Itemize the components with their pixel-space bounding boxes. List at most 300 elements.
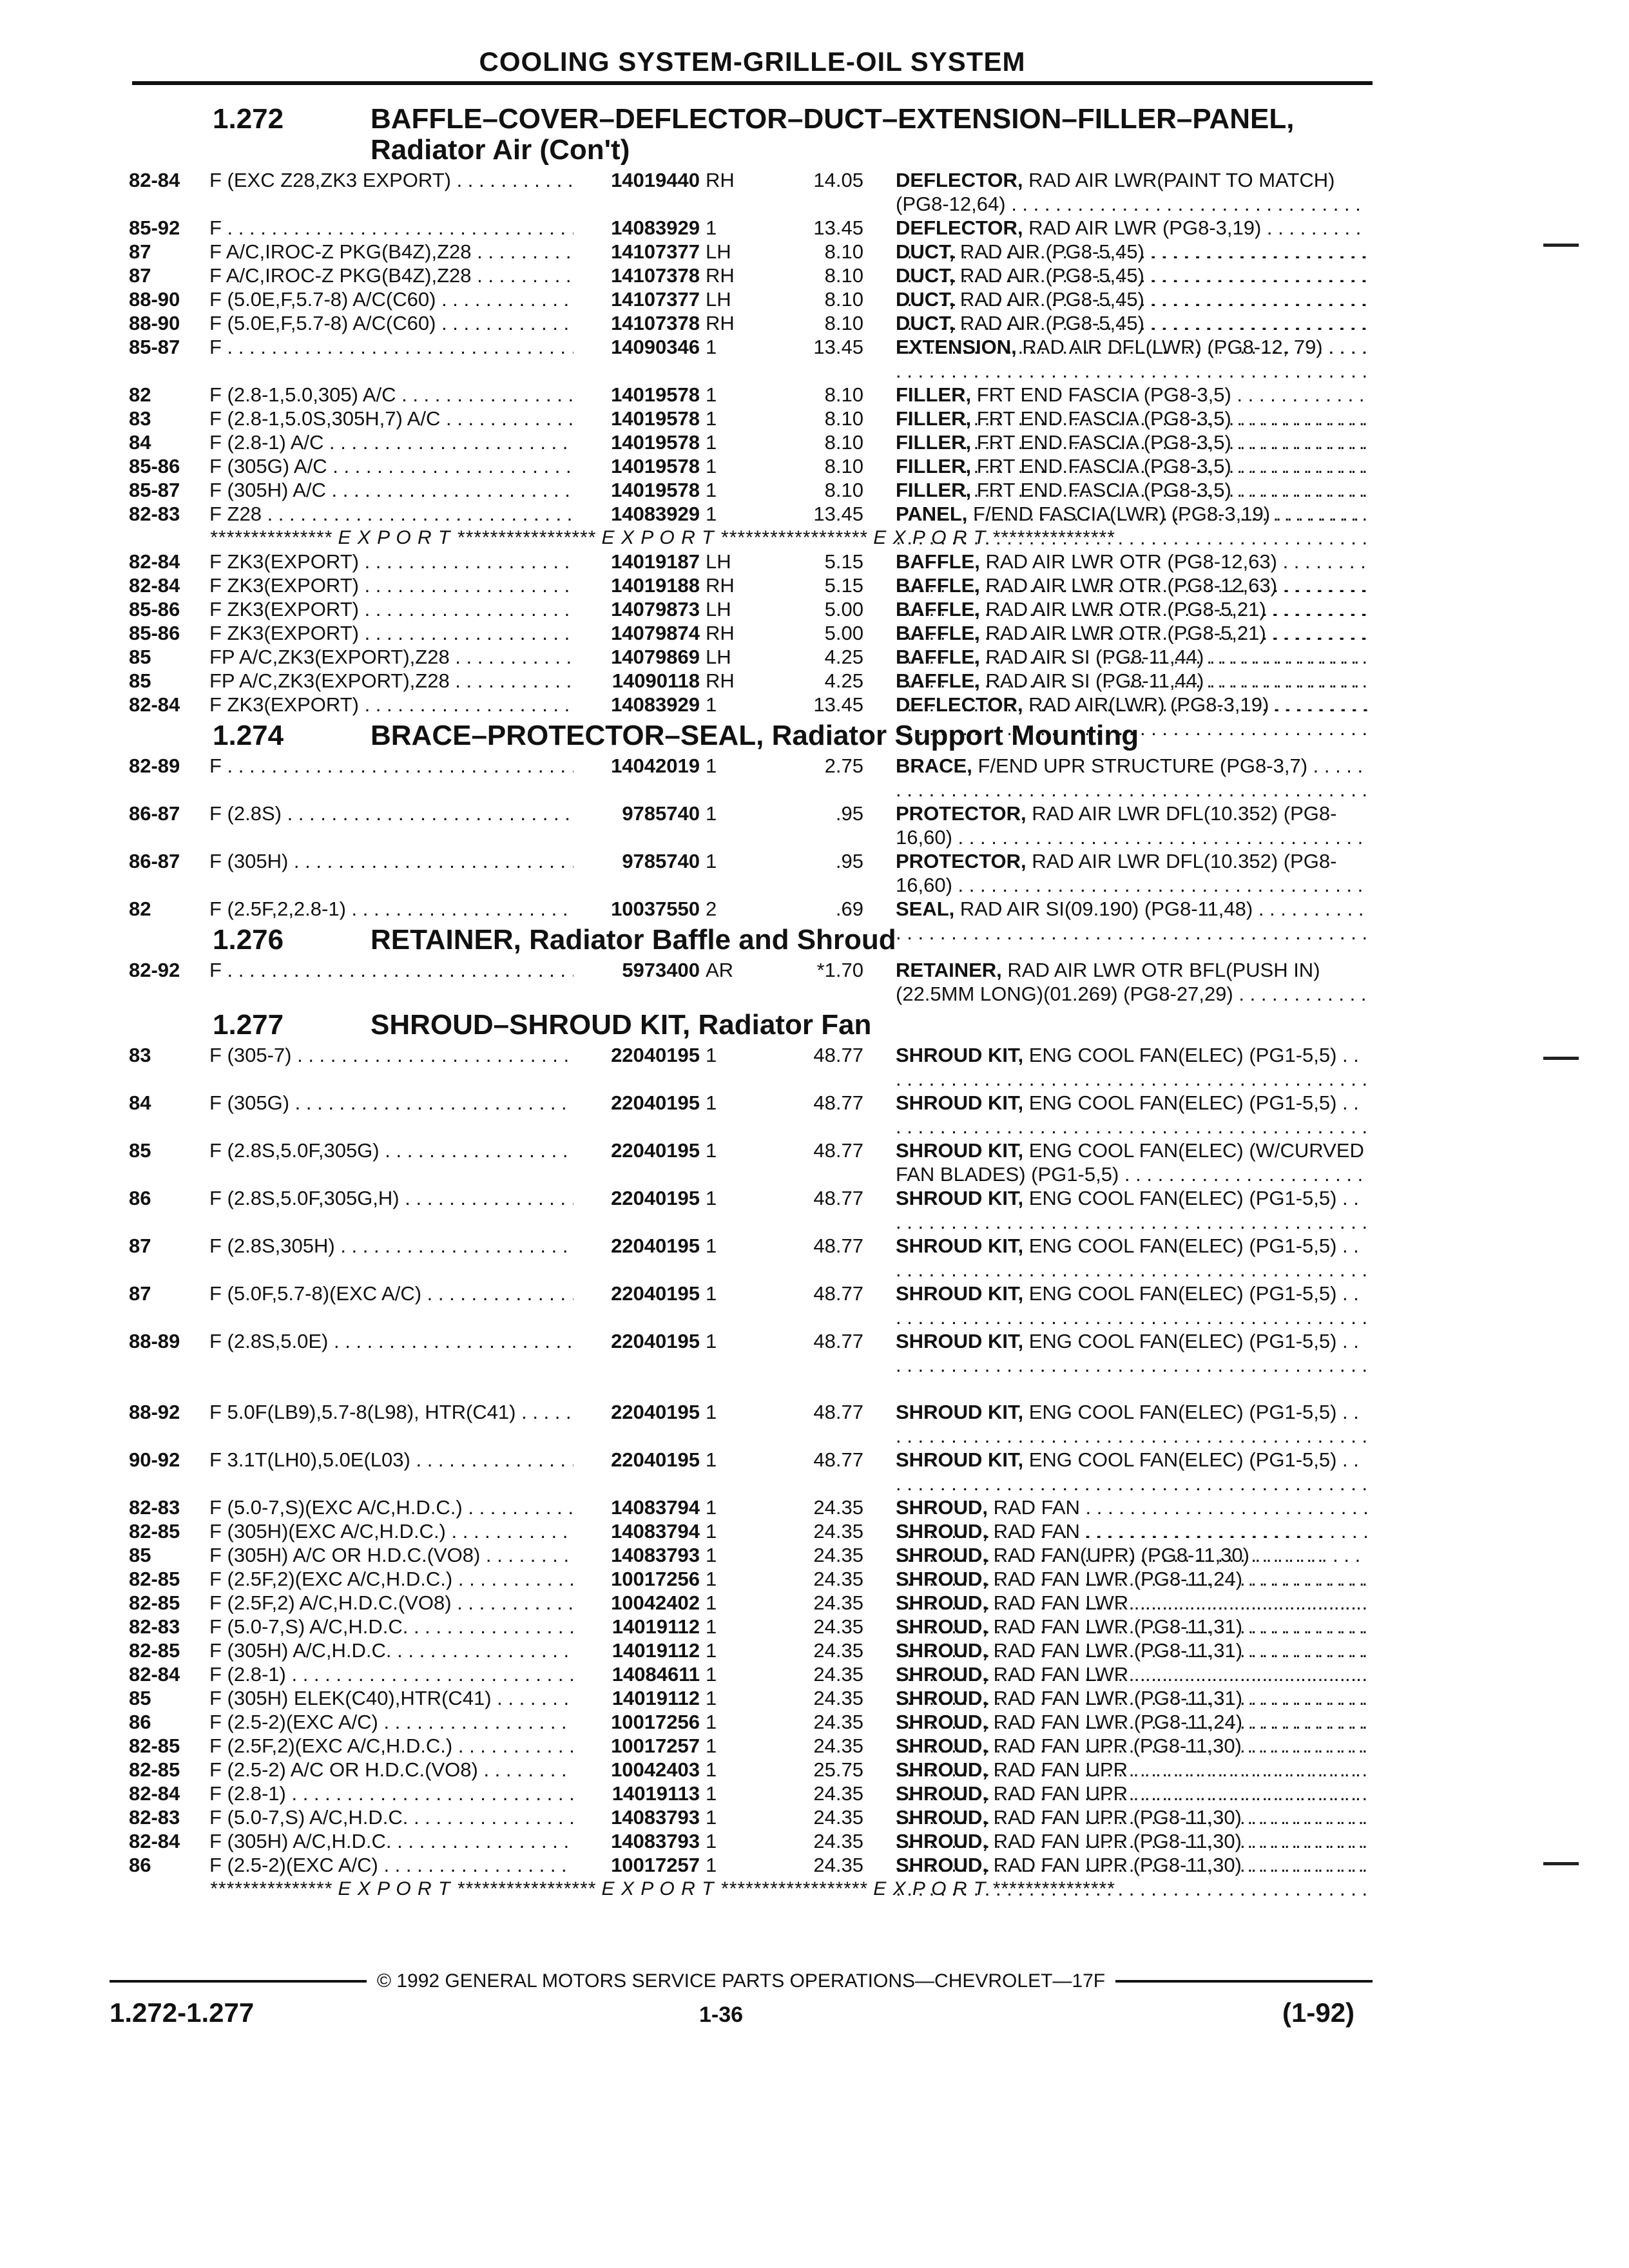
part-number: 10042403	[574, 1758, 700, 1782]
quantity: 1	[706, 754, 717, 777]
part-number: 14079874	[574, 621, 700, 645]
quantity: 1	[706, 850, 717, 872]
price: 13.45	[813, 693, 863, 716]
footer-section-range: 1.272-1.277	[110, 1997, 255, 2028]
part-number: 14019112	[574, 1615, 700, 1639]
price: 48.77	[813, 1044, 863, 1066]
quantity: 1	[706, 383, 717, 406]
parts-row	[129, 1234, 1373, 1282]
part-name: SHROUD KIT,	[896, 1044, 1024, 1066]
price: 8.10	[824, 288, 863, 311]
quantity: RH	[706, 574, 735, 597]
application: F (2.8S,5.0F,305G) . . .	[209, 1139, 686, 1162]
part-name: RETAINER,	[896, 959, 1002, 981]
part-name: PROTECTOR,	[896, 850, 1027, 872]
application: F (2.5-2)(EXC A/C) . . .	[209, 1710, 686, 1734]
part-description: ENG COOL FAN(ELEC) (PG1-5,5)	[1028, 1401, 1337, 1423]
application: F . . .	[209, 216, 686, 240]
part-number: 14083793	[574, 1805, 700, 1829]
price: 24.35	[813, 1782, 863, 1805]
model-years: 82	[129, 898, 151, 920]
price: 8.10	[824, 264, 863, 287]
part-number: 14083794	[574, 1519, 700, 1543]
part-number: 14083929	[574, 216, 700, 240]
model-years: 88-92	[129, 1401, 180, 1423]
part-description: RAD AIR DFL(LWR) (PG8-12, 79)	[1022, 336, 1323, 358]
quantity: 1	[706, 1687, 717, 1709]
part-description: RAD FAN LWR	[993, 1663, 1129, 1686]
part-description: RAD FAN	[993, 1496, 1080, 1519]
part-number: 14019440	[574, 168, 700, 192]
model-years: 82-84	[129, 574, 180, 597]
model-years: 88-90	[129, 312, 180, 334]
price: 24.35	[813, 1496, 863, 1519]
part-name: SHROUD,	[896, 1591, 988, 1614]
part-name: BAFFLE,	[896, 646, 980, 668]
parts-row	[129, 168, 1373, 216]
parts-row	[129, 621, 1373, 645]
parts-row	[129, 407, 1373, 430]
section-subtitle: Radiator Air (Con't)	[371, 134, 630, 166]
footer-page-number: 1-36	[699, 2003, 744, 2027]
parts-row	[129, 1686, 1373, 1710]
model-years: 90-92	[129, 1448, 180, 1471]
application: F . . .	[209, 958, 686, 982]
part-description: FRT END FASCIA (PG8-3,5)	[976, 407, 1231, 430]
part-name: SHROUD,	[896, 1854, 988, 1876]
part-number: 14019188	[574, 573, 700, 597]
price: 13.45	[813, 503, 863, 525]
footer-copyright: © 1992 GENERAL MOTORS SERVICE PARTS OPERATIONS—CHEVROLET—17F	[376, 1970, 1106, 1992]
part-number: 10017256	[574, 1710, 700, 1734]
parts-row	[129, 1448, 1373, 1495]
part-description: RAD FAN LWR	[993, 1591, 1129, 1614]
model-years: 82-85	[129, 1591, 180, 1614]
quantity: LH	[706, 550, 731, 573]
model-years: 87	[129, 240, 151, 263]
description	[896, 335, 1369, 383]
model-years: 85-86	[129, 598, 180, 620]
part-name: FILLER,	[896, 455, 972, 477]
section-number: 1.277	[213, 1009, 284, 1041]
price: 2.75	[824, 754, 863, 777]
part-description: ENG COOL FAN(ELEC) (PG1-5,5)	[1028, 1448, 1337, 1471]
part-description: RAD FAN LWR (PG8-11,31)	[993, 1615, 1243, 1638]
application: F Z28 . . .	[209, 502, 686, 526]
parts-row	[129, 335, 1373, 383]
model-years: 88-89	[129, 1330, 180, 1352]
price: 24.35	[813, 1854, 863, 1876]
application: F (2.5F,2)(EXC A/C,H.D.C.) . . .	[209, 1734, 686, 1758]
part-description: ENG COOL FAN(ELEC) (W/CURVED FAN BLADES) (PG1-5,5)	[896, 1139, 1364, 1186]
part-name: DUCT,	[896, 240, 955, 263]
part-number: 14079873	[574, 597, 700, 621]
quantity: 1	[706, 1735, 717, 1757]
price: 5.15	[824, 574, 863, 597]
model-years: 86	[129, 1711, 151, 1733]
part-name: DUCT,	[896, 312, 955, 334]
part-description: RAD FAN(UPR) (PG8-11,30)	[993, 1544, 1249, 1566]
parts-row	[129, 958, 1373, 1006]
part-number: 14019578	[574, 430, 700, 454]
application: F (2.5F,2) A/C,H.D.C.(VO8) . . .	[209, 1591, 686, 1615]
model-years: 87	[129, 1282, 151, 1305]
price: 5.00	[824, 622, 863, 644]
application: F (2.8S,5.0E) . . .	[209, 1329, 686, 1353]
price: 48.77	[813, 1091, 863, 1114]
part-name: FILLER,	[896, 431, 972, 454]
price: 24.35	[813, 1615, 863, 1638]
model-years: 86-87	[129, 850, 180, 872]
model-years: 82-89	[129, 754, 180, 777]
quantity: RH	[706, 264, 735, 287]
application: F (305H) ELEK(C40),HTR(C41) . . .	[209, 1686, 686, 1710]
part-name: SHROUD,	[896, 1663, 988, 1686]
part-description: FRT END FASCIA (PG8-3,5)	[976, 479, 1231, 501]
quantity: 1	[706, 407, 717, 430]
application: F (2.8S) . . .	[209, 802, 686, 825]
model-years: 82-83	[129, 1806, 180, 1829]
part-number: 14083793	[574, 1829, 700, 1853]
model-years: 82-85	[129, 1758, 180, 1781]
parts-row	[129, 1710, 1373, 1734]
part-description: RAD FAN UPR (PG8-11,30)	[993, 1854, 1242, 1876]
part-number: 22040195	[574, 1448, 700, 1472]
part-description: RAD AIR SI(09.190) (PG8-11,48)	[959, 898, 1253, 920]
price: 8.10	[824, 383, 863, 406]
part-description: RAD AIR (PG8-5,45)	[959, 312, 1144, 334]
price: 14.05	[813, 169, 863, 191]
description	[896, 1091, 1369, 1139]
margin-mark	[1543, 1862, 1579, 1865]
application: F (305H) A/C,H.D.C. . . .	[209, 1829, 686, 1853]
application: F (2.5F,2,2.8-1) . . .	[209, 897, 686, 921]
part-description: RAD FAN LWR (PG8-11,31)	[993, 1687, 1243, 1709]
quantity: 1	[706, 336, 717, 358]
section-title-text: BAFFLE–COVER–DEFLECTOR–DUCT–EXTENSION–FILLER–PANEL,	[371, 103, 1295, 135]
part-number: 9785740	[574, 802, 700, 825]
quantity: 1	[706, 1830, 717, 1852]
price: 24.35	[813, 1568, 863, 1590]
parts-row	[129, 1567, 1373, 1591]
part-description: FRT END FASCIA (PG8-3,5)	[976, 455, 1231, 477]
parts-row	[129, 1782, 1373, 1805]
model-years: 85-87	[129, 336, 180, 358]
part-name: SHROUD,	[896, 1782, 988, 1805]
model-years: 87	[129, 264, 151, 287]
part-number: 14107378	[574, 264, 700, 287]
part-name: SHROUD,	[896, 1758, 988, 1781]
part-description: RAD AIR LWR OTR (PG8-12,63)	[985, 574, 1277, 597]
quantity: 1	[706, 1639, 717, 1662]
parts-row	[129, 645, 1373, 669]
section-number: 1.272	[213, 103, 284, 135]
model-years: 85	[129, 1139, 151, 1162]
description	[896, 1043, 1369, 1091]
quantity: 1	[706, 1091, 717, 1114]
quantity: 1	[706, 1568, 717, 1590]
quantity: RH	[706, 669, 735, 692]
part-number: 5973400	[574, 958, 700, 982]
part-description: ENG COOL FAN(ELEC) (PG1-5,5)	[1028, 1187, 1337, 1209]
application: F ZK3(EXPORT) . . .	[209, 597, 686, 621]
model-years: 85-86	[129, 622, 180, 644]
part-description: RAD AIR LWR OTR (PG8-12,63)	[985, 550, 1277, 573]
part-description: F/END FASCIA(LWR) (PG8-3,19)	[973, 503, 1271, 525]
parts-row	[129, 1829, 1373, 1853]
parts-row	[129, 216, 1373, 240]
part-name: SHROUD KIT,	[896, 1448, 1024, 1471]
part-description: RAD AIR (PG8-5,45)	[959, 264, 1144, 287]
part-name: BAFFLE,	[896, 550, 980, 573]
application: F (305H)(EXC A/C,H.D.C.) . . .	[209, 1519, 686, 1543]
quantity: 1	[706, 1282, 717, 1305]
quantity: 1	[706, 802, 717, 825]
price: 24.35	[813, 1639, 863, 1662]
quantity: AR	[706, 959, 734, 981]
price: 24.35	[813, 1711, 863, 1733]
parts-row	[129, 478, 1373, 502]
parts-row	[129, 454, 1373, 478]
quantity: 1	[706, 1044, 717, 1066]
quantity: LH	[706, 646, 731, 668]
part-name: SHROUD,	[896, 1735, 988, 1757]
application: F (305G) A/C . . .	[209, 454, 686, 478]
parts-row	[129, 669, 1373, 693]
quantity: 2	[706, 898, 717, 920]
part-name: SHROUD KIT,	[896, 1091, 1024, 1114]
description	[896, 1139, 1369, 1186]
part-number: 14019113	[574, 1782, 700, 1805]
part-description: ENG COOL FAN(ELEC) (PG1-5,5)	[1028, 1235, 1337, 1257]
part-name: DEFLECTOR,	[896, 216, 1023, 239]
parts-row	[129, 383, 1373, 407]
price: 8.10	[824, 240, 863, 263]
parts-row	[129, 311, 1373, 335]
part-number: 10042402	[574, 1591, 700, 1615]
part-number: 14083929	[574, 693, 700, 716]
parts-row	[129, 1805, 1373, 1829]
quantity: 1	[706, 479, 717, 501]
part-description: RAD AIR LWR DFL(10.352) (PG8-16,60)	[896, 850, 1337, 896]
application: F . . .	[209, 754, 686, 778]
section-number: 1.276	[213, 924, 284, 956]
part-description: RAD AIR LWR(PAINT TO MATCH) (PG8-12,64)	[896, 169, 1335, 215]
model-years: 82-85	[129, 1735, 180, 1757]
model-years: 86	[129, 1854, 151, 1876]
model-years: 82-83	[129, 1615, 180, 1638]
model-years: 82	[129, 383, 151, 406]
part-name: SHROUD KIT,	[896, 1401, 1024, 1423]
part-number: 14107377	[574, 287, 700, 311]
parts-row	[129, 430, 1373, 454]
part-name: SHROUD KIT,	[896, 1282, 1024, 1305]
application: F (305H) A/C OR H.D.C.(VO8) . . .	[209, 1543, 686, 1567]
parts-row	[129, 1639, 1373, 1662]
model-years: 82-83	[129, 503, 180, 525]
part-number: 22040195	[574, 1091, 700, 1115]
price: 48.77	[813, 1139, 863, 1162]
description	[896, 802, 1369, 849]
section-title-text: SHROUD–SHROUD KIT, Radiator Fan	[371, 1009, 872, 1041]
part-name: SHROUD,	[896, 1687, 988, 1709]
part-name: SHROUD,	[896, 1520, 988, 1542]
parts-row	[129, 240, 1373, 264]
price: .95	[835, 802, 863, 825]
export-divider: *************** E X P O R T ***************** E X P O R T ****************** E X P O R T ***************	[209, 527, 1115, 548]
price: 24.35	[813, 1544, 863, 1566]
part-number: 14083794	[574, 1495, 700, 1519]
part-number: 14090346	[574, 335, 700, 359]
quantity: LH	[706, 598, 731, 620]
quantity: 1	[706, 1520, 717, 1542]
quantity: 1	[706, 1187, 717, 1209]
part-description: F/END UPR STRUCTURE (PG8-3,7)	[978, 754, 1308, 777]
model-years: 85-86	[129, 455, 180, 477]
model-years: 85	[129, 1687, 151, 1709]
quantity: 1	[706, 431, 717, 454]
application: F A/C,IROC-Z PKG(B4Z),Z28 . . .	[209, 264, 686, 287]
parts-row	[129, 1043, 1373, 1091]
part-name: SHROUD KIT,	[896, 1330, 1024, 1352]
price: 5.00	[824, 598, 863, 620]
price: 24.35	[813, 1663, 863, 1686]
part-description: RAD AIR SI (PG8-11,44)	[985, 669, 1204, 692]
part-number: 22040195	[574, 1139, 700, 1162]
price: 8.10	[824, 312, 863, 334]
part-number: 14019578	[574, 383, 700, 407]
application: F (2.8-1) . . .	[209, 1662, 686, 1686]
parts-row	[129, 897, 1373, 921]
quantity: 1	[706, 1663, 717, 1686]
model-years: 85	[129, 646, 151, 668]
part-description: ENG COOL FAN(ELEC) (PG1-5,5)	[1028, 1091, 1337, 1114]
parts-row	[129, 754, 1373, 802]
part-number: 22040195	[574, 1234, 700, 1258]
parts-row	[129, 550, 1373, 573]
description	[896, 1282, 1369, 1329]
application: F (2.8S,305H) . . .	[209, 1234, 686, 1258]
quantity: 1	[706, 1806, 717, 1829]
part-name: SEAL,	[896, 898, 955, 920]
quantity: 1	[706, 1496, 717, 1519]
price: 8.10	[824, 455, 863, 477]
part-description: RAD AIR (PG8-5,45)	[959, 240, 1144, 263]
part-name: SHROUD,	[896, 1544, 988, 1566]
parts-row	[129, 264, 1373, 287]
description	[896, 1234, 1369, 1282]
part-description: FRT END FASCIA (PG8-3,5)	[976, 383, 1231, 406]
part-name: SHROUD,	[896, 1806, 988, 1829]
part-number: 14079869	[574, 645, 700, 669]
application: F (2.5-2) A/C OR H.D.C.(VO8) . . .	[209, 1758, 686, 1782]
application: FP A/C,ZK3(EXPORT),Z28 . . .	[209, 645, 686, 669]
part-number: 14084611	[574, 1662, 700, 1686]
price: 25.75	[813, 1758, 863, 1781]
application: F (5.0-7,S) A/C,H.D.C. . . .	[209, 1805, 686, 1829]
price: .95	[835, 850, 863, 872]
part-name: DEFLECTOR,	[896, 693, 1023, 716]
part-number: 14083929	[574, 502, 700, 526]
price: 48.77	[813, 1235, 863, 1257]
parts-row	[129, 1495, 1373, 1519]
description	[896, 1329, 1369, 1377]
parts-row	[129, 1758, 1373, 1782]
parts-row	[129, 1615, 1373, 1639]
model-years: 85-92	[129, 216, 180, 239]
quantity: 1	[706, 693, 717, 716]
section-number: 1.274	[213, 720, 284, 751]
part-name: BAFFLE,	[896, 598, 980, 620]
part-name: DUCT,	[896, 288, 955, 311]
part-description: RAD AIR (PG8-5,45)	[959, 288, 1144, 311]
quantity: 1	[706, 455, 717, 477]
parts-row	[129, 1400, 1373, 1448]
application: F (305H) . . .	[209, 849, 686, 873]
model-years: 82-83	[129, 1496, 180, 1519]
price: 13.45	[813, 336, 863, 358]
description	[896, 168, 1369, 216]
export-divider: *************** E X P O R T ***************** E X P O R T ****************** E X P O R T ***************	[209, 1878, 1115, 1899]
footer-rule-right	[1115, 1980, 1373, 1983]
quantity: 1	[706, 1854, 717, 1876]
application: F (5.0E,F,5.7-8) A/C(C60) . . .	[209, 287, 686, 311]
application: F (5.0E,F,5.7-8) A/C(C60) . . .	[209, 311, 686, 335]
part-name: BAFFLE,	[896, 622, 980, 644]
model-years: 82-84	[129, 1663, 180, 1686]
quantity: 1	[706, 503, 717, 525]
model-years: 87	[129, 1235, 151, 1257]
part-name: BRACE,	[896, 754, 972, 777]
margin-mark	[1543, 244, 1579, 247]
quantity: 1	[706, 216, 717, 239]
part-name: BAFFLE,	[896, 669, 980, 692]
description	[896, 693, 1369, 740]
model-years: 85	[129, 669, 151, 692]
application: F ZK3(EXPORT) . . .	[209, 693, 686, 716]
part-name: SHROUD,	[896, 1830, 988, 1852]
part-name: DEFLECTOR,	[896, 169, 1023, 191]
part-number: 22040195	[574, 1043, 700, 1067]
quantity: 1	[706, 1401, 717, 1423]
price: 48.77	[813, 1448, 863, 1471]
quantity: 1	[706, 1615, 717, 1638]
part-number: 14019112	[574, 1686, 700, 1710]
part-number: 22040195	[574, 1186, 700, 1210]
quantity: 1	[706, 1544, 717, 1566]
quantity: RH	[706, 169, 735, 191]
model-years: 82-84	[129, 1782, 180, 1805]
section-heading	[129, 1010, 1373, 1041]
parts-row	[129, 1186, 1373, 1234]
application: F (EXC Z28,ZK3 EXPORT) . . .	[209, 168, 686, 192]
price: 24.35	[813, 1806, 863, 1829]
model-years: 82-85	[129, 1520, 180, 1542]
model-years: 84	[129, 431, 151, 454]
part-name: FILLER,	[896, 407, 972, 430]
part-name: SHROUD KIT,	[896, 1235, 1024, 1257]
part-description: ENG COOL FAN(ELEC) (PG1-5,5)	[1028, 1044, 1337, 1066]
part-number: 14042019	[574, 754, 700, 778]
parts-row	[129, 1519, 1373, 1543]
part-description: RAD FAN UPR	[993, 1758, 1128, 1781]
description	[896, 897, 1369, 945]
model-years: 83	[129, 407, 151, 430]
footer-rule-left	[110, 1980, 367, 1983]
part-number: 22040195	[574, 1400, 700, 1424]
description	[896, 849, 1369, 897]
price: 8.10	[824, 479, 863, 501]
